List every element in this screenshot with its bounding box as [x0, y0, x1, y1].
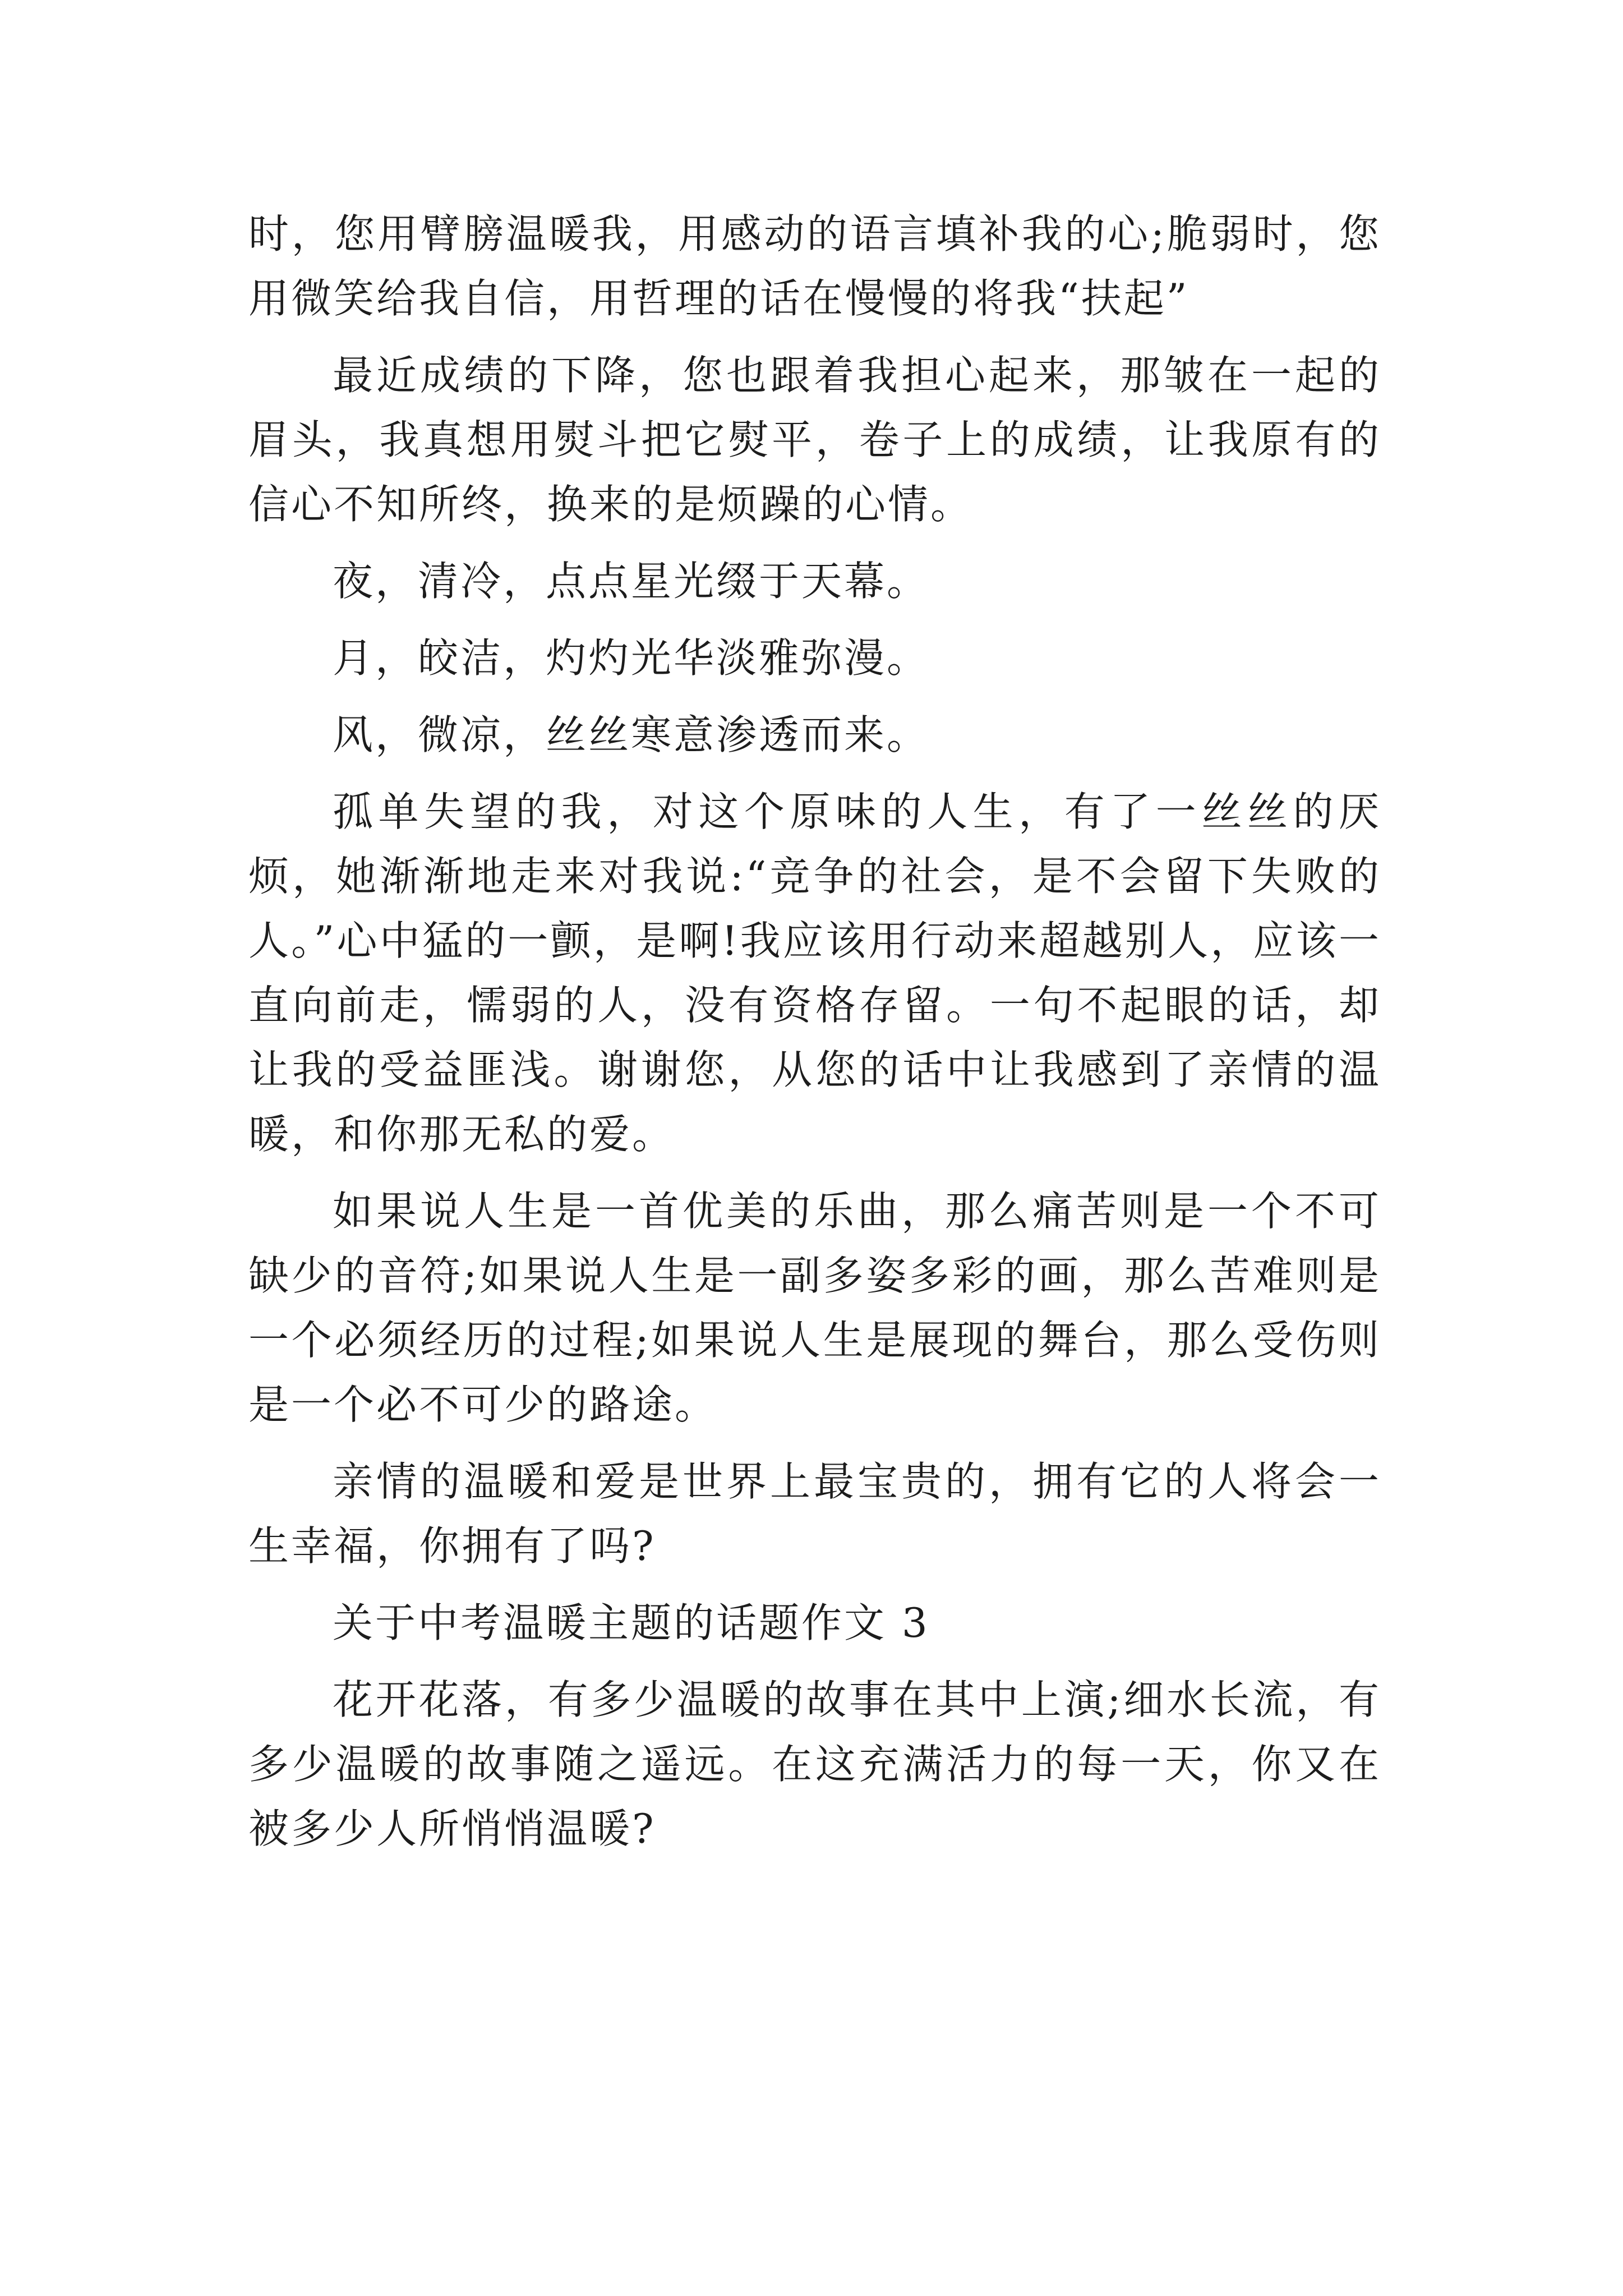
- paragraph-life-metaphor: 如果说人生是一首优美的乐曲，那么痛苦则是一个不可缺少的音符;如果说人生是一副多姿多彩的画，那么苦难则是一个必须经历的过程;如果说人生是展现的舞台，那么受伤则是一个必不可少的路途。: [248, 1188, 1381, 1428]
- document-body: [248, 202, 1381, 1874]
- paragraph-wind: 风，微凉，丝丝寒意渗透而来。: [333, 711, 930, 758]
- paragraph-lonely: 孤单失望的我，对这个原味的人生，有了一丝丝的厌烦，她渐渐地走来对我说:“竞争的社会，是不会留下失败的人。”心中猛的一颤，是啊!我应该用行动来超越别人，应该一直向前走，懦弱的人，没有资格存留。一句不起眼的话，却让我的受益匪浅。谢谢您，从您的话中让我感到了亲情的温暖，和你那无私的爱。: [248, 788, 1381, 1158]
- paragraph-flowers: 花开花落，有多少温暖的故事在其中上演;细水长流，有多少温暖的故事随之遥远。在这充满活力的每一天，你又在被多少人所悄悄温暖?: [248, 1676, 1381, 1852]
- paragraph-continuation: 时，您用臂膀温暖我，用感动的语言填补我的心;脆弱时，您用微笑给我自信，用哲理的话在慢慢的将我“扶起”: [248, 210, 1381, 322]
- section-heading: 关于中考温暖主题的话题作文 3: [333, 1599, 930, 1646]
- paragraph-night: 夜，清冷，点点星光缀于天幕。: [333, 558, 930, 605]
- paragraph-family-love: 亲情的温暖和爱是世界上最宝贵的，拥有它的人将会一生幸福，你拥有了吗?: [248, 1458, 1381, 1570]
- paragraph-moon: 月，皎洁，灼灼光华淡雅弥漫。: [333, 634, 930, 682]
- paragraph-grades: 最近成绩的下降，您也跟着我担心起来，那皱在一起的眉头，我真想用熨斗把它熨平，卷子上的成绩，让我原有的信心不知所终，换来的是烦躁的心情。: [248, 352, 1381, 528]
